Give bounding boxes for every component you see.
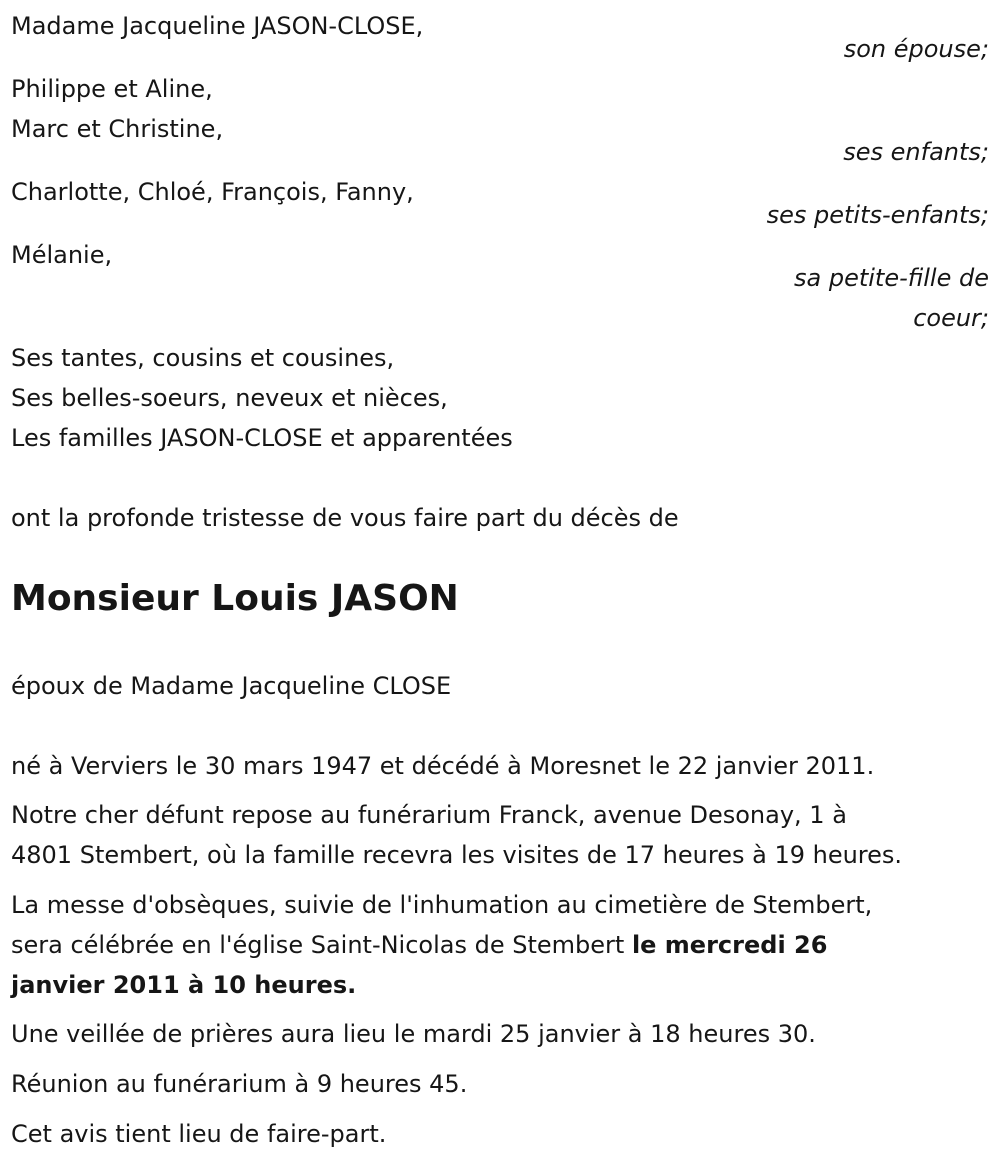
heart-granddaughter-role-1: sa petite-fille de [794, 264, 989, 292]
notice: Cet avis tient lieu de faire-part. [11, 1120, 387, 1148]
grandchildren: Charlotte, Chloé, François, Fanny, [11, 178, 414, 206]
mass-date-end: janvier 2011 à 10 heures. [11, 971, 357, 999]
spouse-role: son épouse; [843, 35, 989, 63]
relatives-line-2: Ses belles-soeurs, neveux et nièces, [11, 384, 448, 412]
children-role: ses enfants; [843, 138, 989, 166]
spouse-of: époux de Madame Jacqueline CLOSE [11, 672, 452, 700]
mass-line-2-text: sera célébrée en l'église Saint-Nicolas de Stembert [11, 931, 632, 959]
announcement: ont la profonde tristesse de vous faire part du décès de [11, 504, 679, 532]
deceased-name: Monsieur Louis JASON [11, 578, 459, 619]
meeting: Réunion au funérarium à 9 heures 45. [11, 1070, 468, 1098]
rest-place-line-1: Notre cher défunt repose au funérarium Franck, avenue Desonay, 1 à [11, 801, 847, 829]
heart-granddaughter: Mélanie, [11, 241, 113, 269]
rest-place-line-2: 4801 Stembert, où la famille recevra les visites de 17 heures à 19 heures. [11, 841, 903, 869]
mass-date-start: le mercredi 26 [631, 931, 828, 959]
heart-granddaughter-role-2: coeur; [913, 304, 989, 332]
spouse-name: Madame Jacqueline JASON-CLOSE, [11, 12, 424, 40]
child-line-2: Marc et Christine, [11, 115, 224, 143]
grandchildren-role: ses petits-enfants; [766, 201, 989, 229]
relatives-line-3: Les familles JASON-CLOSE et apparentées [11, 424, 513, 452]
mass-line-3 [11, 965, 356, 1005]
mass-line-2 [11, 925, 827, 965]
child-line-1: Philippe et Aline, [11, 75, 213, 103]
mass-line-1: La messe d'obsèques, suivie de l'inhumation au cimetière de Stembert, [11, 891, 873, 919]
relatives-line-1: Ses tantes, cousins et cousines, [11, 344, 395, 372]
birth-death: né à Verviers le 30 mars 1947 et décédé à Moresnet le 22 janvier 2011. [11, 752, 875, 780]
vigil: Une veillée de prières aura lieu le mardi 25 janvier à 18 heures 30. [11, 1020, 816, 1048]
